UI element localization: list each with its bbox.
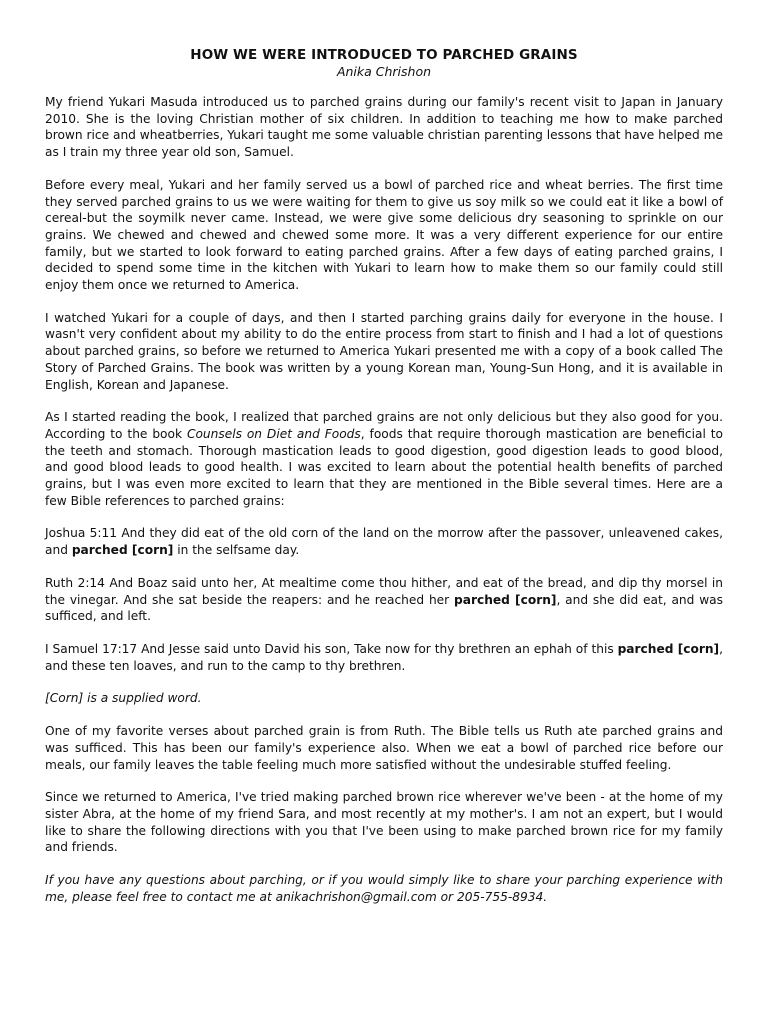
verse-samuel-text-b: , and these ten loaves, and run to the camp to thy brethren.: [45, 641, 723, 673]
verse-samuel-emphasis: parched [corn]: [617, 641, 720, 656]
paragraph-health-text-b: , foods that require thorough mastication are beneficial to the teeth and stomach. Thorough mastication leads to good digestion, good digestion leads to good blood, and good blood leads to good health. I was excited to learn about the potential health benefits of parched grains, but I was even more excited to learn that they are mentioned in the Bible several times. Here are a few Bible references to parched grains:: [45, 426, 723, 508]
document-title: HOW WE WERE INTRODUCED TO PARCHED GRAINS: [190, 47, 578, 63]
paragraph-health-text-a: As I started reading the book, I realized that parched grains are not only delicious but they also good for you. According to the book: [45, 410, 723, 441]
author-name: Anika Chrishon: [336, 64, 432, 79]
paragraph-favorite-verse: One of my favorite verses about parched grain is from Ruth. The Bible tells us Ruth ate parched grains and was sufficed. This has been our family's experience also. When we eat a bowl of parched rice before our meals, our family leaves the table feeling much more satisfied without the undesirable stuffed feeling.: [45, 724, 723, 772]
paragraph-intro: My friend Yukari Masuda introduced us to parched grains during our family's recent visit to Japan in January 2010. She is the loving Christian mother of six children. In addition to teaching me how to make parched brown rice and wheatberries, Yukari taught me some valuable christian parenting lessons that have helped me as I train my three year old son, Samuel.: [45, 95, 724, 160]
paragraph-learning: I watched Yukari for a couple of days, and then I started parching grains daily for everyone in the house. I wasn't very confident about my ability to do the entire process from start to finish and I had a lot of questions about parched grains, so before we returned to America Yukari presented me with a copy of a book called The Story of Parched Grains. The book was written by a young Korean man, Young-Sun Hong, and it is available in English, Korean and Japanese.: [45, 310, 723, 392]
verse-ruth-text-b: , and she did eat, and was sufficed, and left.: [45, 592, 723, 624]
paragraph-meals: Before every meal, Yukari and her family served us a bowl of parched rice and wheat berries. The first time they served parched grains to us we were waiting for them to give us soy milk so we could eat it like a bowl of cereal-but the soymilk never came. Instead, we were give some delicious dry seasoning to sprinkle on our grains. We chewed and chewed and chewed some more. It was a very different experience for our entire family, but we started to look forward to eating parched grains. After a few days of eating parched grains, I decided to spend some time in the kitchen with Yukari to learn how to make them so our family could still enjoy them once we returned to America.: [45, 177, 723, 293]
paragraph-returned: Since we returned to America, I've tried making parched brown rice wherever we've been - at the home of my sister Abra, at the home of my friend Sara, and most recently at my mother's. I am not an expert, but I would like to share the following directions with you that I've been using to make parched brown rice for my family and friends.: [45, 790, 723, 855]
document-page: [45, 46, 723, 921]
book-title: Counsels on Diet and Foods: [186, 426, 361, 441]
verse-joshua-text-b: in the selfsame day.: [173, 543, 300, 558]
verse-ruth-emphasis: parched [corn]: [454, 592, 557, 607]
verse-joshua-text-a: Joshua 5:11 And they did eat of the old corn of the land on the morrow after the passover, unleavened cakes, and: [45, 526, 723, 558]
verse-ruth: [45, 575, 723, 625]
verse-samuel-text-a: I Samuel 17:17 And Jesse said unto David his son, Take now for thy brethren an ephah of this: [45, 641, 618, 656]
verse-ruth-text-a: Ruth 2:14 And Boaz said unto her, At mealtime come thou hither, and eat of the bread, and dip thy morsel in the vinegar. And she sat beside the reapers: and he reached her: [45, 575, 723, 607]
paragraph-health: [45, 409, 723, 509]
closing-contact: If you have any questions about parching, or if you would simply like to share your parching experience with me, please feel free to contact me at anikachrishon@gmail.com or 205-755-8934.: [45, 873, 723, 904]
verse-joshua: [45, 525, 723, 558]
verse-samuel: [45, 641, 723, 674]
verse-joshua-emphasis: parched [corn]: [71, 543, 174, 558]
supplied-word-note: [Corn] is a supplied word.: [45, 691, 202, 706]
